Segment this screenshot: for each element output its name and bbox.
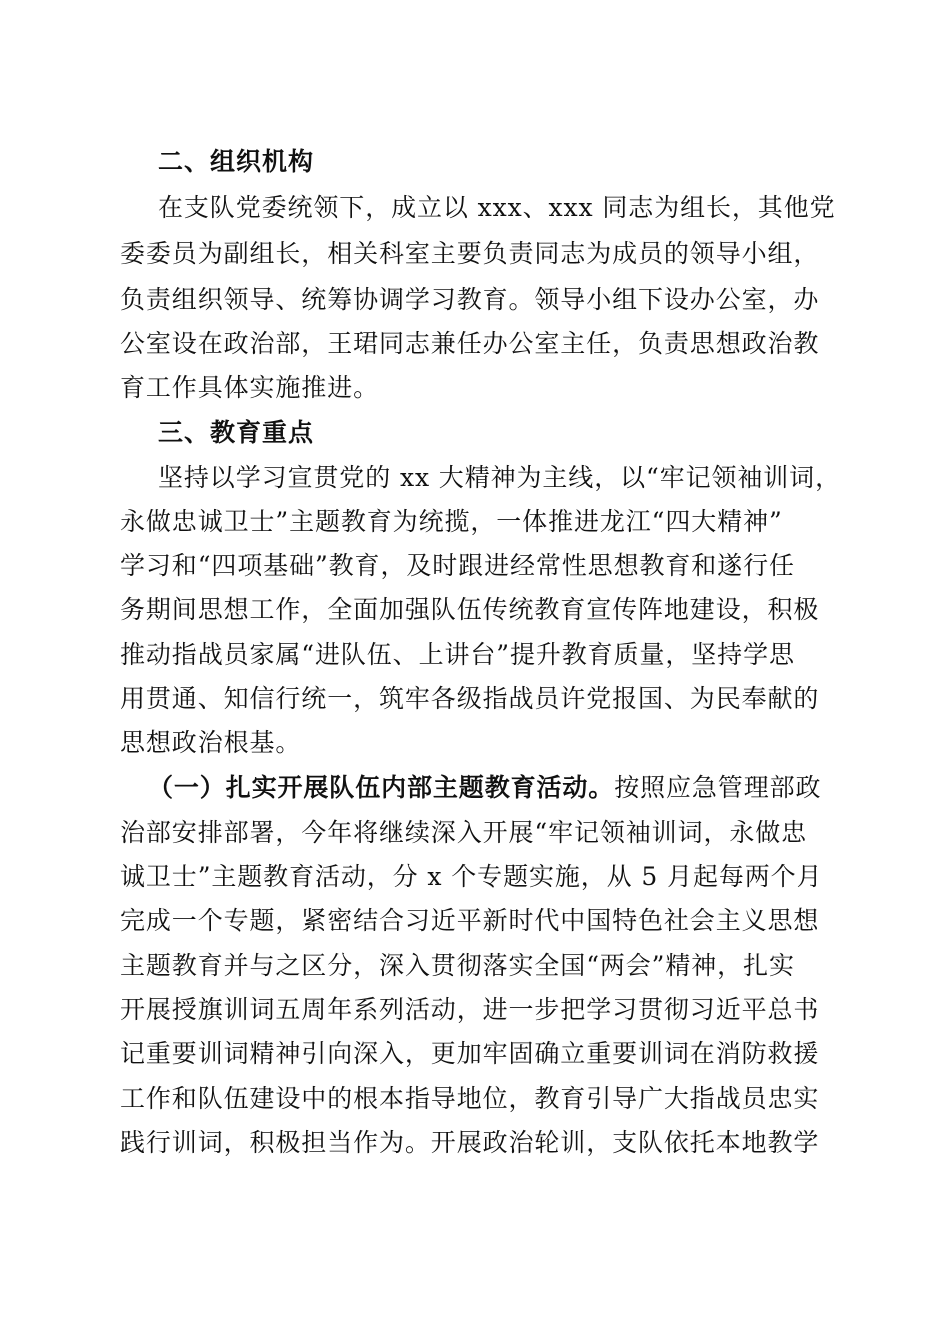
paragraph-line: 工作和队伍建设中的根本指导地位，教育引导广大指战员忠实	[120, 1084, 820, 1113]
paragraph-line: 开展授旗训词五周年系列活动，进一步把学习贯彻习近平总书	[120, 995, 820, 1024]
paragraph-line: 践行训词，积极担当作为。开展政治轮训，支队依托本地教学	[120, 1128, 820, 1157]
paragraph-line: 委委员为副组长，相关科室主要负责同志为成员的领导小组，	[120, 239, 820, 268]
paragraph-line: 务期间思想工作，全面加强队伍传统教育宣传阵地建设，积极	[120, 595, 820, 624]
paragraph-line: 记重要训词精神引向深入，更加牢固确立重要训词在消防救援	[120, 1039, 820, 1068]
paragraph-line: 育工作具体实施推进。	[120, 373, 380, 402]
paragraph-line: 思想政治根基。	[120, 728, 302, 757]
paragraph-line: 永做忠诚卫士”主题教育为统揽，一体推进龙江“四大精神”	[120, 507, 783, 536]
paragraph-line: 推动指战员家属“进队伍、上讲台”提升教育质量，坚持学思	[120, 640, 795, 669]
paragraph-line: 公室设在政治部，王珺同志兼任办公室主任，负责思想政治教	[120, 329, 820, 358]
paragraph-line: 主题教育并与之区分，深入贯彻落实全国“两会”精神，扎实	[120, 951, 795, 980]
paragraph-line: 用贯通、知信行统一，筑牢各级指战员许党报国、为民奉献的	[120, 684, 820, 713]
paragraph-line: 在支队党委统领下，成立以 xxx、xxx 同志为组长，其他党	[158, 193, 836, 222]
paragraph-line: 坚持以学习宣贯党的 xx 大精神为主线，以“牢记领袖训词，	[158, 463, 841, 492]
paragraph-line: 学习和“四项基础”教育，及时跟进经常性思想教育和遂行任	[120, 551, 795, 580]
paragraph-line: 负责组织领导、统筹协调学习教育。领导小组下设办公室，办	[120, 285, 820, 314]
section-heading-education-focus: 三、教育重点	[158, 418, 315, 447]
section-heading-organization: 二、组织机构	[158, 147, 315, 176]
paragraph-line: 完成一个专题，紧密结合习近平新时代中国特色社会主义思想	[120, 906, 820, 935]
subsection-first-line	[148, 773, 950, 803]
paragraph-line: 诚卫士”主题教育活动，分 x 个专题实施，从 5 月起每两个月	[120, 862, 823, 891]
paragraph-line: 治部安排部署，今年将继续深入开展“牢记领袖训词，永做忠	[120, 818, 808, 847]
subsection-first-line-rest: 按照应急管理部政	[614, 773, 822, 802]
subsection-lead-title: （一）扎实开展队伍内部主题教育活动。	[148, 773, 615, 802]
